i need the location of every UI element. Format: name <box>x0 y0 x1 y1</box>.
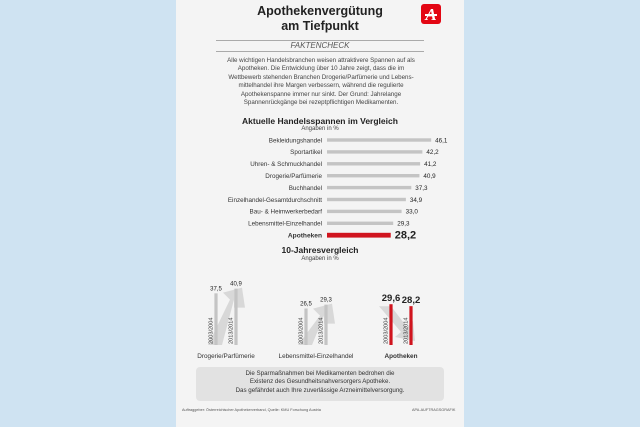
chart2-unit-label: Angaben in % <box>301 256 339 262</box>
period-label: 2003/2004 <box>208 317 215 344</box>
value-label: 40,9 <box>230 281 242 288</box>
value-label: 37,5 <box>210 286 222 293</box>
bar <box>304 308 307 345</box>
intro-line: Alle wichtigen Handelsbranchen weisen attraktivere Spannen auf als <box>227 57 415 64</box>
page-title: Apothekenvergütung <box>257 4 383 18</box>
bar <box>324 305 327 345</box>
bar <box>327 138 431 141</box>
ten-year-chart <box>176 262 464 362</box>
margin-bar-chart <box>176 134 464 240</box>
value-label: 29,6 <box>381 293 401 305</box>
note-line: Die Sparmaßnahmen bei Medikamenten bedrohen die <box>245 370 395 377</box>
value-label: 46,1 <box>435 137 448 145</box>
category-label: Lebensmittel-Einzelhandel <box>248 220 322 228</box>
period-label: 2013/2014 <box>403 317 410 344</box>
infographic-panel <box>176 0 464 427</box>
category-label: Bekleidungshandel <box>268 137 322 145</box>
graphic-credit: APA-AUFTRAGSGRAFIK <box>412 408 456 412</box>
category-label: Bau- & Heimwerkerbedarf <box>249 208 322 216</box>
period-label: 2003/2004 <box>298 317 305 344</box>
value-label: 28,2 <box>394 229 417 240</box>
bar <box>409 306 412 345</box>
bar <box>327 186 411 189</box>
bar <box>389 304 392 345</box>
chart1-title: Aktuelle Handelsspannen im Vergleich <box>242 116 398 126</box>
group-label: Drogerie/Parfümerie <box>197 353 255 360</box>
bar <box>327 198 406 201</box>
value-label: 41,2 <box>424 161 437 169</box>
source-note: Auftraggeber: Österreichischer Apothekerverband, Quelle: KMU Forschung Austria <box>182 408 321 412</box>
bar <box>327 210 402 213</box>
value-label: 29,3 <box>397 220 410 228</box>
chart2-title: 10-Jahresvergleich <box>281 245 359 255</box>
intro-line: Spannenrückgänge bei rezeptpflichtigen Medikamenten. <box>243 99 399 107</box>
category-label: Apotheken <box>287 232 322 240</box>
chart1-unit-label: Angaben in % <box>301 126 339 132</box>
bar <box>214 293 217 345</box>
value-label: 26,5 <box>300 301 312 308</box>
category-label: Buchhandel <box>288 184 322 192</box>
value-label: 40,9 <box>423 173 436 180</box>
period-label: 2013/2014 <box>228 317 235 344</box>
category-label: Sportartikel <box>290 149 322 157</box>
intro-line: mittelhandel ihre Margen verbessern, während die regulierte <box>238 82 404 90</box>
category-label: Drogerie/Parfümerie <box>265 173 322 180</box>
value-label: 37,3 <box>415 184 428 192</box>
period-label: 2013/2014 <box>318 317 325 344</box>
note-line: Das gefährdet auch Ihre zuverlässige Arzneimittelversorgung. <box>235 386 405 394</box>
value-label: 29,3 <box>320 297 332 304</box>
period-label: 2003/2004 <box>383 317 390 344</box>
group-label: Lebensmittel-Einzelhandel <box>278 353 354 360</box>
intro-line: Wettbewerb stehenden Branchen Drogerie/Parfümerie und Lebens- <box>228 73 414 81</box>
category-label: Uhren- & Schmuckhandel <box>250 161 322 169</box>
apotheke-logo <box>421 4 441 24</box>
intro-text <box>216 57 426 107</box>
bar <box>234 289 237 345</box>
category-label: Einzelhandel-Gesamtdurchschnitt <box>227 196 322 204</box>
bar <box>327 162 420 165</box>
bar <box>327 222 393 225</box>
value-label: 34,9 <box>409 196 423 204</box>
value-label: 33,0 <box>405 208 418 216</box>
note-text <box>196 370 444 395</box>
value-label: 28,2 <box>401 295 421 307</box>
note-line: Existenz des Gesundheitsnahversorgers Apotheke. <box>249 378 391 386</box>
apotheke-a-icon <box>421 4 441 24</box>
value-label: 42,2 <box>426 149 439 157</box>
page-subtitle: am Tiefpunkt <box>281 19 359 33</box>
section-label: FAKTENCHECK <box>290 41 350 50</box>
intro-line: Apothekenspanne immer nur sinkt. Der Grund: Jahrelange <box>240 90 402 98</box>
bar <box>327 233 391 238</box>
bar <box>327 174 419 177</box>
intro-line: Apotheken. Die Entwicklung über 10 Jahre zeigt, dass die im <box>237 65 405 73</box>
bar <box>327 150 422 153</box>
group-label: Apotheken <box>384 353 418 360</box>
